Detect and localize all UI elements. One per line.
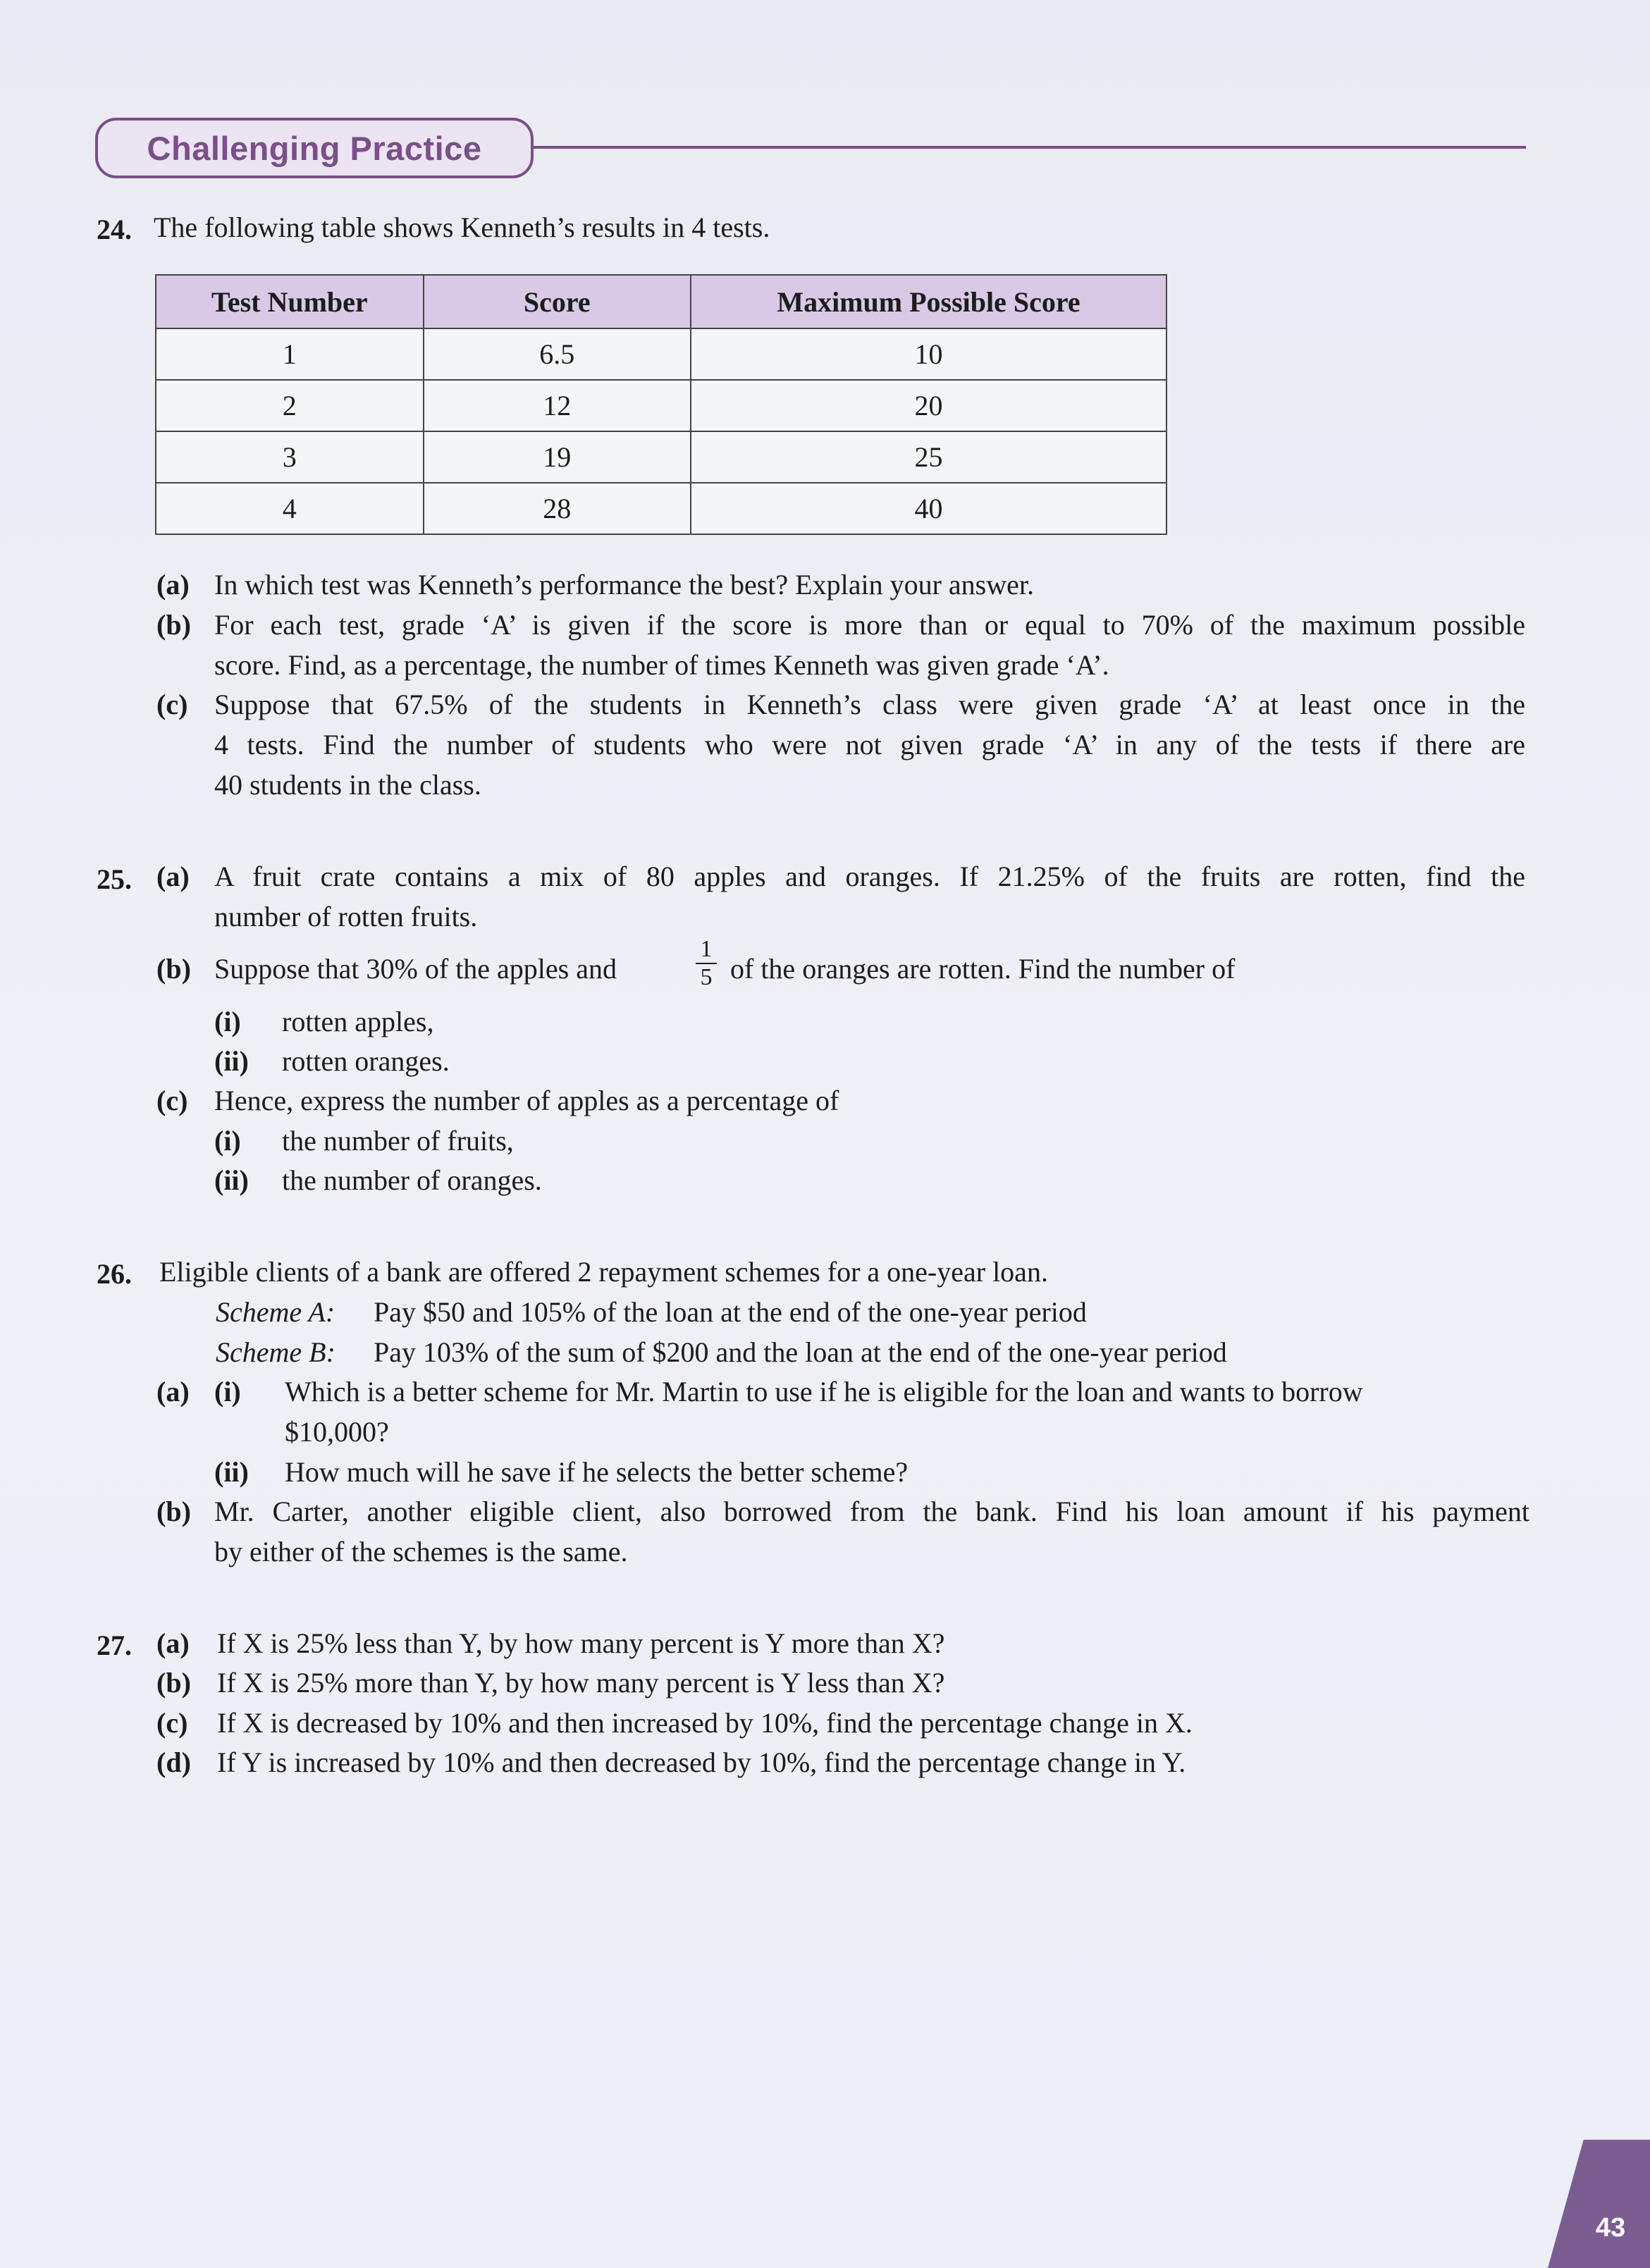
q27c-label: (c) <box>156 1707 188 1739</box>
q25b-ii-label: (ii) <box>214 1045 249 1077</box>
q24-number: 24. <box>97 214 132 245</box>
q27d-text: If Y is increased by 10% and then decreased by 10%, find the percentage change in Y. <box>217 1746 1186 1778</box>
q24-intro: The following table shows Kenneth’s results in 4 tests. <box>154 211 770 243</box>
q24b-line2: score. Find, as a percentage, the number of times Kenneth was given grade ‘A’. <box>214 649 1109 681</box>
q26a-i-line2: $10,000? <box>285 1416 389 1448</box>
cell-test-number: 1 <box>156 328 424 380</box>
q24b-line1: For each test, grade ‘A’ is given if the score is more than or equal to 70% of the maximum possible <box>214 609 1525 641</box>
fraction-numerator: 1 <box>700 936 713 962</box>
scheme-b-name: Scheme B: <box>216 1336 335 1368</box>
q27a-text: If X is 25% less than Y, by how many percent is Y more than X? <box>217 1627 945 1659</box>
fraction-denominator: 5 <box>700 964 713 990</box>
q24c-line1: Suppose that 67.5% of the students in Kenneth’s class were given grade ‘A’ at least once in the <box>214 689 1525 720</box>
table-row <box>156 380 1166 431</box>
q27a-label: (a) <box>156 1627 190 1659</box>
q24b-label: (b) <box>156 609 191 641</box>
q25c-i-label: (i) <box>214 1125 241 1157</box>
q26b-line2: by either of the schemes is the same. <box>214 1536 628 1567</box>
q27b-label: (b) <box>156 1667 191 1699</box>
cell-max-score: 40 <box>691 483 1166 534</box>
header-rule <box>534 146 1526 149</box>
cell-score: 19 <box>424 431 691 483</box>
page-number-tab <box>1548 2140 1650 2268</box>
q24c-line3: 40 students in the class. <box>214 769 481 801</box>
cell-max-score: 20 <box>691 380 1166 431</box>
q26a-i-line1: Which is a better scheme for Mr. Martin to use if he is eligible for the loan and wants to borrow <box>285 1376 1363 1407</box>
scheme-a-name: Scheme A: <box>216 1296 335 1328</box>
cell-score: 12 <box>424 380 691 431</box>
section-header <box>95 118 534 178</box>
one-fifth-fraction <box>696 937 717 990</box>
table-row <box>156 431 1166 483</box>
q25b-text-post: of the oranges are rotten. Find the number of <box>730 953 1236 985</box>
q25c-label: (c) <box>156 1085 188 1116</box>
q27b-text: If X is 25% more than Y, by how many percent is Y less than X? <box>217 1667 945 1699</box>
q25b-text-pre: Suppose that 30% of the apples and <box>214 953 617 985</box>
q25-number: 25. <box>97 863 132 895</box>
q25b-i-label: (i) <box>214 1006 241 1037</box>
q25c-text: Hence, express the number of apples as a percentage of <box>214 1085 839 1116</box>
q24c-line2: 4 tests. Find the number of students who were not given grade ‘A’ in any of the tests if there are <box>214 729 1525 760</box>
cell-score: 28 <box>424 483 691 534</box>
q26b-label: (b) <box>156 1496 191 1527</box>
cell-score: 6.5 <box>424 328 691 380</box>
q25a-line2: number of rotten fruits. <box>214 901 478 932</box>
table-row <box>156 328 1166 380</box>
q24a-text: In which test was Kenneth’s performance the best? Explain your answer. <box>214 569 1034 600</box>
q25c-ii-label: (ii) <box>214 1164 249 1196</box>
cell-test-number: 3 <box>156 431 424 483</box>
q26a-ii-label: (ii) <box>214 1456 249 1488</box>
q26-intro: Eligible clients of a bank are offered 2 repayment schemes for a one-year loan. <box>159 1256 1048 1288</box>
q26a-ii-text: How much will he save if he selects the better scheme? <box>285 1456 909 1488</box>
col-header-test-number: Test Number <box>156 275 424 328</box>
cell-max-score: 25 <box>691 431 1166 483</box>
q25b-ii-text: rotten oranges. <box>282 1045 450 1077</box>
results-table <box>155 274 1167 535</box>
table-header-row <box>156 275 1166 328</box>
q26b-line1: Mr. Carter, another eligible client, also borrowed from the bank. Find his loan amount if his payment <box>214 1496 1529 1527</box>
scheme-b-text: Pay 103% of the sum of $200 and the loan at the end of the one-year period <box>374 1336 1227 1368</box>
col-header-score: Score <box>424 275 691 328</box>
table-row <box>156 483 1166 534</box>
q24a-label: (a) <box>156 569 190 600</box>
q25c-i-text: the number of fruits, <box>282 1125 514 1157</box>
q26a-i-label: (i) <box>214 1376 241 1407</box>
q25b-i-text: rotten apples, <box>282 1006 434 1037</box>
cell-max-score: 10 <box>691 328 1166 380</box>
cell-test-number: 4 <box>156 483 424 534</box>
section-title: Challenging Practice <box>147 129 482 167</box>
q24c-label: (c) <box>156 689 188 720</box>
col-header-max-score: Maximum Possible Score <box>691 275 1166 328</box>
cell-test-number: 2 <box>156 380 424 431</box>
q27-number: 27. <box>97 1629 132 1661</box>
q25a-label: (a) <box>156 861 190 892</box>
q27d-label: (d) <box>156 1746 191 1778</box>
q26-number: 26. <box>97 1258 132 1290</box>
q25a-line1: A fruit crate contains a mix of 80 apples and oranges. If 21.25% of the fruits are rotten, find the <box>214 861 1525 892</box>
page-number: 43 <box>1595 2213 1626 2243</box>
q27c-text: If X is decreased by 10% and then increased by 10%, find the percentage change in X. <box>217 1707 1193 1739</box>
scheme-a-text: Pay $50 and 105% of the loan at the end of the one-year period <box>374 1296 1087 1328</box>
q25c-ii-text: the number of oranges. <box>282 1164 542 1196</box>
q26a-label: (a) <box>156 1376 190 1407</box>
q25b-label: (b) <box>156 953 191 985</box>
